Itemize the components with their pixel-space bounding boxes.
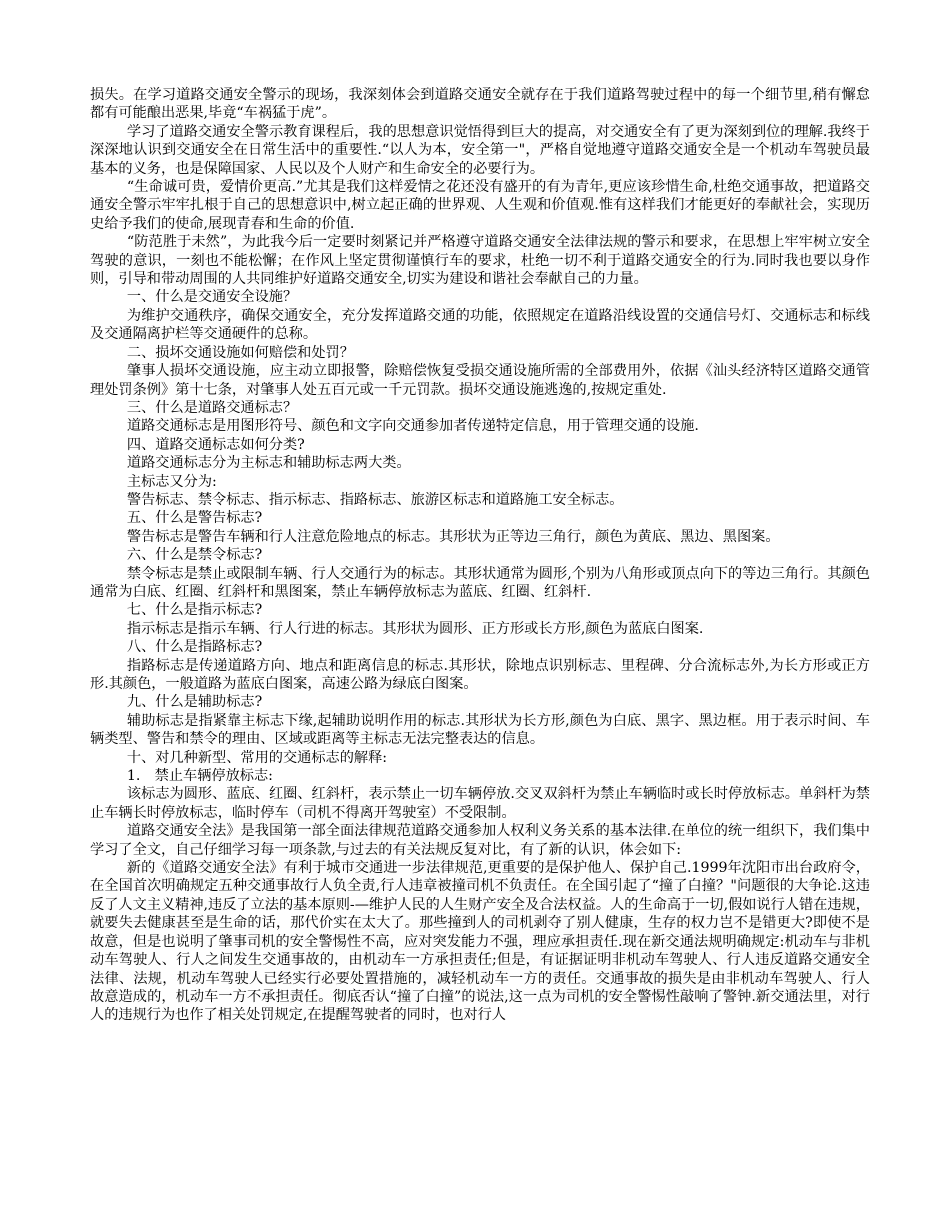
document-body xyxy=(90,86,870,1025)
section-heading: 五、什么是警告标志? xyxy=(126,510,263,527)
paragraph: 学习了道路交通安全警示教育课程后，我的思想意识觉悟得到巨大的提高，对交通安全有了更为深刻到位的理解.我终于深深地认识到交通安全在日常生活中的重要性.“以人为本，安全第一"，严格自觉地遵守道路交通安全是一个机动车驾驶员最基本的义务，也是保障国家、人民以及个人财产和生命安全的必要行为。 xyxy=(90,123,870,177)
paragraph: 指示标志是指示车辆、行人行进的标志。其形状为圆形、正方形或长方形,颜色为蓝底白图案. xyxy=(126,620,704,637)
paragraph: “防范胜于未然”，为此我今后一定要时刻紧记并严格遵守道路交通安全法律法规的警示和要求，在思想上牢牢树立安全驾驶的意识，一刻也不能松懈；在作风上坚定贯彻谨慎行车的要求，杜绝一切不利于道路交通安全的行为.同时我也要以身作则，引导和带动周围的人共同维护好道路交通安全,切实为建设和谐社会奉献自己的力量。 xyxy=(90,234,870,288)
section-heading: 二、损坏交通设施如何赔偿和处罚？ xyxy=(126,344,354,361)
paragraph: 新的《道路交通安全法》有利于城市交通进一步法律规范,更重要的是保护他人、保护自己.1999年沈阳市出台政府令，在全国首次明确规定五种交通事故行人负全责,行人违章被撞司机不负责任。在全国引起了“撞了白撞？"问题很的大争论.这违反了人文主义精神,违反了立法的基本原则-—维护人民的人生财产安全及合法权益。人的生命高于一切,假如说行人错在违规，就要失去健康甚至是生命的话，那代价实在太大了。那些撞到人的司机剥夺了别人健康，生存的权力岂不是错更大?即使不是故意，但是也说明了肇事司机的安全警惕性不高，应对突发能力不强，理应承担责任.现在新交通法规明确规定:机动车与非机动车驾驶人、行人之间发生交通事故的，由机动车一方承担责任;但是，有证据证明非机动车驾驶人、行人违反道路交通安全法律、法规，机动车驾驶人已经实行必要处置措施的，减轻机动车一方的责任。交通事故的损失是由非机动车驾驶人、行人故意造成的，机动车一方不承担责任。彻底否认“撞了白撞”的说法,这一点为司机的安全警惕性敲响了警钟.新交通法里，对行人的违规行为也作了相关处罚规定,在提醒驾驶者的同时，也对行人 xyxy=(90,860,870,1024)
paragraph: 道路交通标志是用图形符号、颜色和文字向交通参加者传递特定信息，用于管理交通的设施. xyxy=(126,418,699,435)
section-heading: 三、什么是道路交通标志？ xyxy=(126,399,298,416)
section-heading: 八、什么是指路标志? xyxy=(126,639,263,656)
paragraph: “生命诚可贵，爱情价更高.”尤其是我们这样爱情之花还没有盛开的有为青年,更应该珍惜生命,杜绝交通事故，把道路交通安全警示牢牢扎根于自己的思想意识中,树立起正确的世界观、人生观和价值观.惟有这样我们才能更好的奉献社会，实现历史给予我们的使命,展现青春和生命的价值. xyxy=(90,179,870,232)
section-heading: 七、什么是指示标志? xyxy=(126,602,263,619)
section-heading: 四、道路交通标志如何分类? xyxy=(126,436,305,453)
list-item: 1. 禁止车辆停放标志: xyxy=(126,768,273,785)
paragraph: 该标志为圆形、蓝底、红圈、红斜杆，表示禁止一切车辆停放.交叉双斜杆为禁止车辆临时或长时停放标志。单斜杆为禁止车辆长时停放标志，临时停车（司机不得离开驾驶室）不受限制。 xyxy=(90,786,870,821)
paragraph: 道路交通安全法》是我国第一部全面法律规范道路交通参加人权利义务关系的基本法律.在单位的统一组织下，我们集中学习了全文，自己仔细学习每一项条款,与过去的有关法规反复对比，有了新的认识，体会如下: xyxy=(90,823,870,858)
paragraph: 指路标志是传递道路方向、地点和距离信息的标志.其形状，除地点识别标志、里程碑、分合流标志外,为长方形或正方形.其颜色，一般道路为蓝底白图案，高速公路为绿底白图案。 xyxy=(90,657,870,692)
section-heading: 十、对几种新型、常用的交通标志的解释: xyxy=(126,749,388,766)
section-heading: 六、什么是禁令标志? xyxy=(126,547,263,564)
paragraph: 道路交通标志分为主标志和辅助标志两大类。 xyxy=(126,455,411,472)
paragraph: 损失。在学习道路交通安全警示的现场，我深刻体会到道路交通安全就存在于我们道路驾驶过程中的每一个细节里,稍有懈怠都有可能酿出恶果,毕竟“车祸猛于虎”。 xyxy=(90,87,870,122)
paragraph: 主标志又分为: xyxy=(126,473,217,490)
paragraph: 禁令标志是禁止或限制车辆、行人交通行为的标志。其形状通常为圆形,个别为八角形或顶点向下的等边三角行。其颜色通常为白底、红圈、红斜杆和黑图案，禁止车辆停放标志为蓝底、红圈、红斜杆. xyxy=(90,565,870,600)
section-heading: 一、什么是交通安全设施？ xyxy=(126,289,298,306)
section-heading: 九、什么是辅助标志? xyxy=(126,694,263,711)
paragraph: 肇事人损坏交通设施，应主动立即报警，除赔偿恢复受损交通设施所需的全部费用外，依据《汕头经济特区道路交通管理处罚条例》第十七条，对肇事人处五百元或一千元罚款。损坏交通设施逃逸的,按规定重处. xyxy=(90,363,870,398)
paragraph: 警告标志、禁令标志、指示标志、指路标志、旅游区标志和道路施工安全标志。 xyxy=(126,491,624,508)
paragraph: 为维护交通秩序，确保交通安全，充分发挥道路交通的功能，依照规定在道路沿线设置的交通信号灯、交通标志和标线及交通隔离护栏等交通硬件的总称。 xyxy=(90,307,870,343)
paragraph: 辅助标志是指紧靠主标志下缘,起辅助说明作用的标志.其形状为长方形,颜色为白底、黑字、黑边框。用于表示时间、车辆类型、警告和禁令的理由、区域或距离等主标志无法完整表达的信息。 xyxy=(90,712,870,748)
paragraph: 警告标志是警告车辆和行人注意危险地点的标志。其形状为正等边三角行，颜色为黄底、黑边、黑图案。 xyxy=(126,528,780,545)
